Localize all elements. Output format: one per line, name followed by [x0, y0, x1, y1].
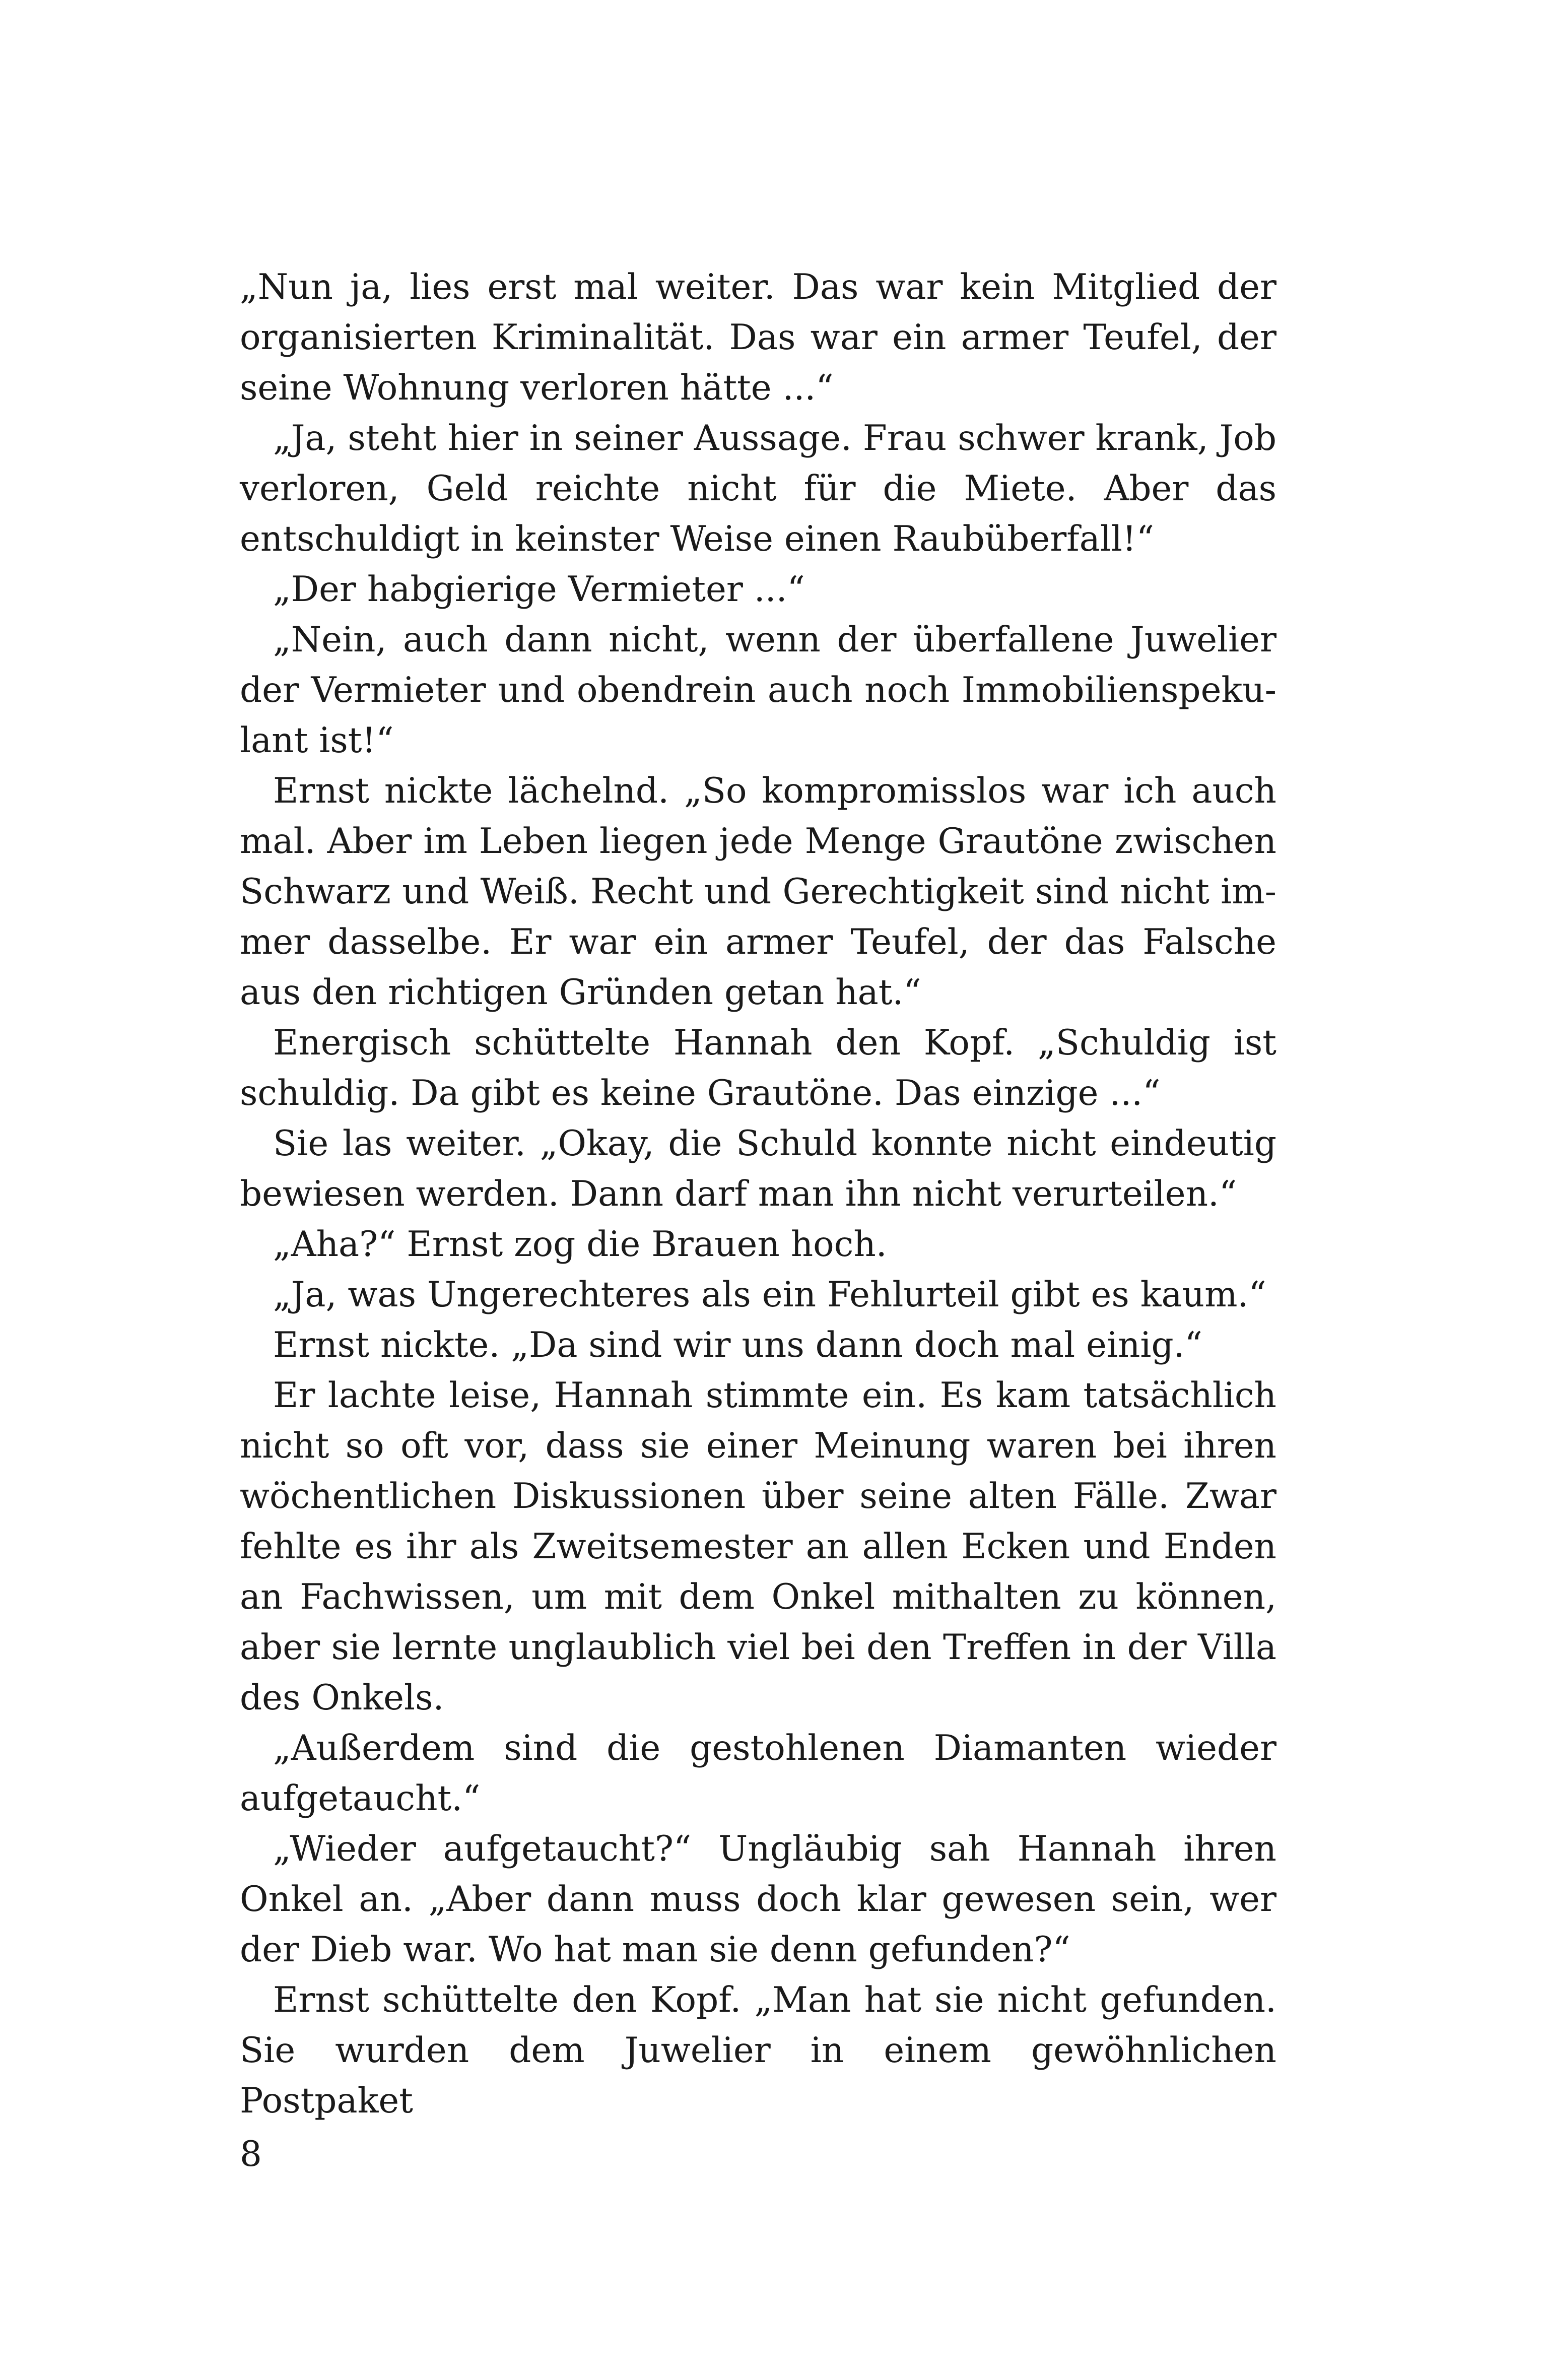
paragraph: „Wieder aufgetaucht?“ Ungläubig sah Hannah ihren Onkel an. „Aber dann muss doch klar gewesen sein, wer der Dieb war. Wo hat man sie denn gefunden?“	[240, 1829, 1276, 1970]
page-number: 8	[240, 2134, 262, 2174]
paragraph: „Ja, steht hier in seiner Aussage. Frau schwer krank, Job verloren, Geld reichte nicht für die Miete. Aber das entschuldigt in keinster Weise einen Raubüberfall!“	[240, 418, 1276, 559]
paragraph: Sie las weiter. „Okay, die Schuld konnte nicht eindeutig bewiesen werden. Dann darf man ihn nicht verurteilen.“	[240, 1123, 1276, 1214]
body-text	[240, 262, 1276, 2126]
paragraph: Er lachte leise, Hannah stimmte ein. Es kam tatsächlich nicht so oft vor, dass sie einer Meinung waren bei ihren wöchentlichen Diskussionen über seine alten Fälle. Zwar fehlte es ihr als Zweitsemester an allen Ecken und Enden an Fachwissen, um mit dem Onkel mithalten zu können, aber sie lernte unglaublich viel bei den Treffen in der Villa des Onkels.	[240, 1375, 1276, 1718]
paragraph: Ernst schüttelte den Kopf. „Man hat sie nicht gefunden. Sie wurden dem Juwelier in einem gewöhnlichen Postpaket	[240, 1980, 1276, 2121]
paragraph: Ernst nickte. „Da sind wir uns dann doch mal einig.“	[273, 1325, 1202, 1365]
paragraph: „Ja, was Ungerechteres als ein Fehlurteil gibt es kaum.“	[273, 1275, 1266, 1315]
paragraph: „Aha?“ Ernst zog die Brauen hoch.	[273, 1224, 887, 1265]
paragraph: „Außerdem sind die gestohlenen Diamanten wieder aufgetaucht.“	[240, 1728, 1276, 1819]
paragraph: „Der habgierige Vermieter ...“	[273, 569, 805, 610]
paragraph: Ernst nickte lächelnd. „So kompromisslos war ich auch mal. Aber im Leben liegen jede Menge Grautöne zwischen Schwarz und Weiß. Recht und Gerechtigkeit sind nicht immer dasselbe. Er war ein armer Teufel, der das Falsche aus den richtigen Gründen getan hat.“	[240, 771, 1276, 1013]
paragraph: „Nun ja, lies erst mal weiter. Das war kein Mitglied der organisierten Kriminalität. Das war ein armer Teufel, der seine Wohnung verloren hätte ...“	[240, 267, 1276, 408]
paragraph: Energisch schüttelte Hannah den Kopf. „Schuldig ist schuldig. Da gibt es keine Grautöne. Das einzige ...“	[240, 1023, 1276, 1113]
paragraph: „Nein, auch dann nicht, wenn der überfallene Juwelier der Vermieter und obendrein auch noch Immobilienspekulant ist!“	[240, 620, 1276, 761]
